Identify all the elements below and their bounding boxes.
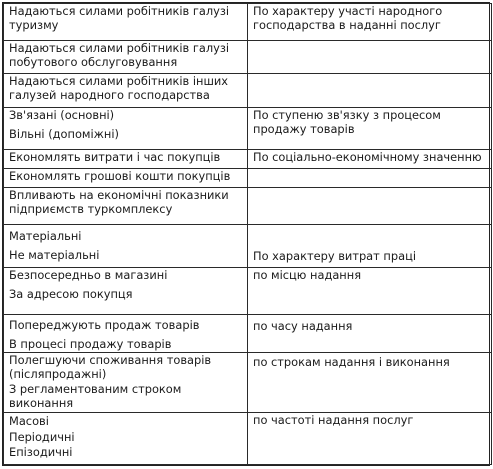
cell-text: По характеру участі народного господарства в наданні послуг [253, 4, 443, 32]
cell-text: Надаються силами робітників галузі побутового обслуговування [9, 41, 230, 69]
classification-table-sheet [2, 2, 490, 466]
cell-left [4, 188, 248, 225]
table-row [4, 188, 492, 225]
cell-text: Полегшуючи споживання товарів (післяпродажні) [9, 353, 212, 381]
cell-text: Матеріальні [9, 229, 82, 243]
cell-text: по місцю надання [253, 268, 362, 282]
cell-text: по часу надання [253, 319, 353, 333]
cell-text: По характеру витрат праці [253, 248, 416, 263]
cell-text: З регламентованим строком виконання [9, 382, 182, 410]
cell-right [248, 150, 492, 169]
cell-text: Епізодичні [9, 445, 73, 459]
table-row [4, 268, 492, 315]
cell-right [248, 41, 492, 74]
cell-right [248, 353, 492, 413]
cell-right [248, 169, 492, 188]
table-row [4, 74, 492, 108]
cell-text: Економлять грошові кошти покупців [9, 169, 231, 183]
table-row [4, 169, 492, 188]
cell-text: По ступеню зв'язку з процесом продажу товарів [253, 108, 441, 136]
table-row [4, 225, 492, 268]
cell-text: По соціально-економічному значенню [253, 150, 482, 164]
cell-text: Надаються силами робітників інших галузей народного господарства [9, 74, 229, 102]
cell-left [4, 169, 248, 188]
cell-right [248, 74, 492, 108]
cell-right [248, 268, 492, 315]
cell-right [248, 4, 492, 41]
cell-text: За адресою покупця [9, 286, 133, 301]
table-row [4, 108, 492, 150]
cell-left [4, 225, 248, 268]
cell-text: Попереджують продаж товарів [9, 318, 200, 332]
cell-text: В процесі продажу товарів [9, 336, 172, 351]
cell-text: Економлять витрати і час покупців [9, 150, 221, 164]
cell-left [4, 413, 248, 465]
cell-text: Впливають на економічні показники підприємств туркомплексу [9, 188, 229, 216]
cell-text: по строкам надання і виконання [253, 355, 450, 369]
cell-left [4, 315, 248, 353]
cell-text: по частоті надання послуг [253, 413, 414, 427]
table-row [4, 353, 492, 413]
services-classification-table [3, 3, 492, 465]
cell-left [4, 108, 248, 150]
cell-text: Масові [9, 414, 49, 428]
cell-text: Вільні (допоміжні) [9, 126, 119, 141]
cell-text: Періодичні [9, 429, 75, 444]
cell-left [4, 268, 248, 315]
table-row [4, 413, 492, 465]
cell-left [4, 150, 248, 169]
table-row [4, 315, 492, 353]
cell-text: Безпосередньо в магазині [9, 268, 168, 282]
cell-left [4, 74, 248, 108]
cell-left [4, 353, 248, 413]
table-row [4, 4, 492, 41]
cell-right [248, 315, 492, 353]
cell-left [4, 4, 248, 41]
cell-text: Не матеріальні [9, 247, 100, 262]
cell-right [248, 413, 492, 465]
cell-text: Надаються силами робітників галузі туризму [9, 4, 230, 32]
cell-text: Зв'язані (основні) [9, 108, 115, 122]
cell-left [4, 41, 248, 74]
table-row [4, 41, 492, 74]
table-row [4, 150, 492, 169]
cell-right [248, 225, 492, 268]
cell-right [248, 108, 492, 150]
cell-right [248, 188, 492, 225]
